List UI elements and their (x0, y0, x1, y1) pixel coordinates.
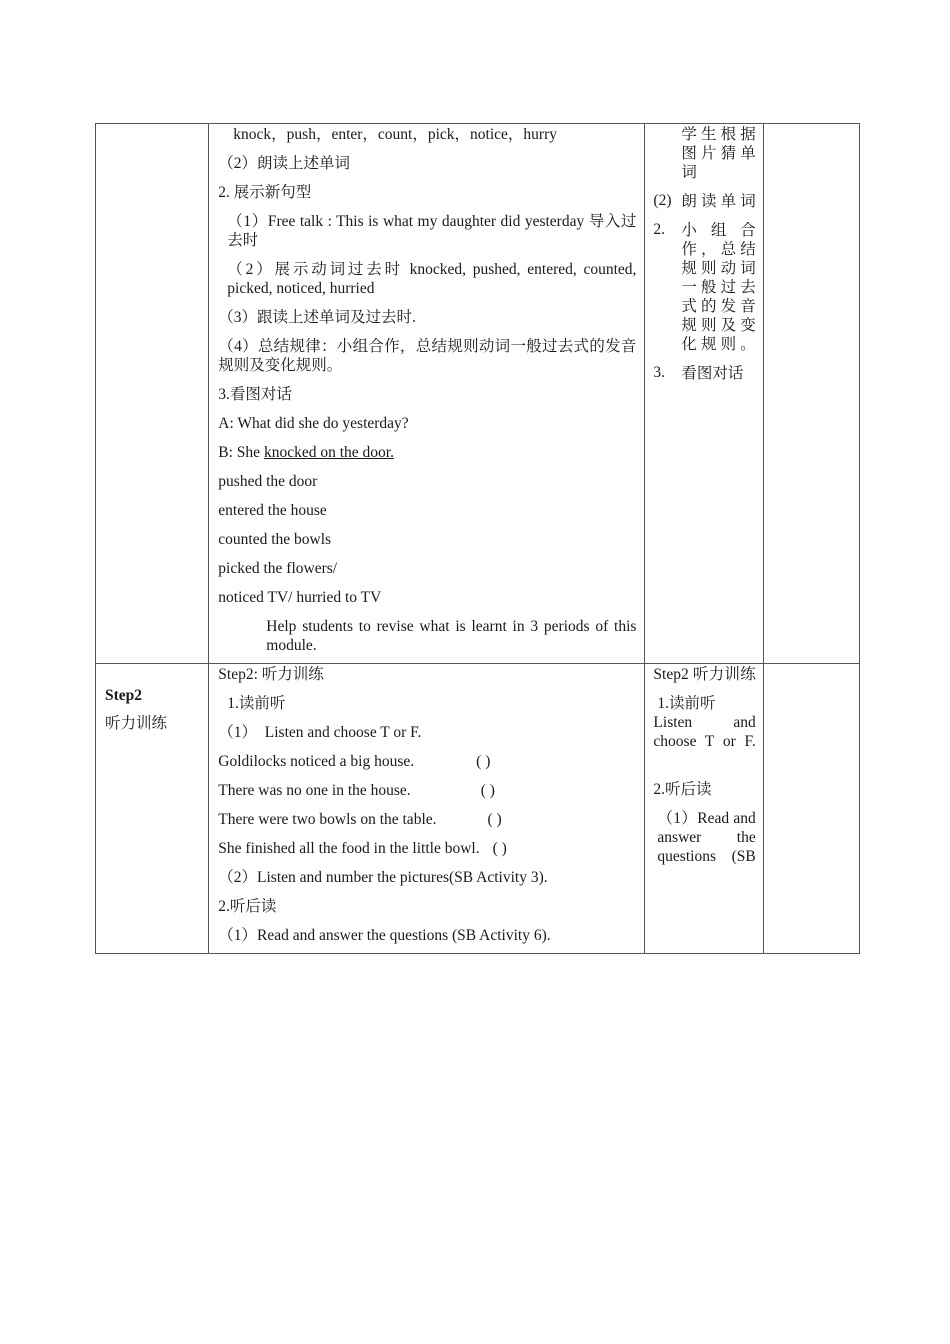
list-number: 2. (653, 221, 666, 238)
lesson-plan-table (95, 123, 860, 954)
statement-row (218, 781, 636, 800)
phrase-item: entered the house (218, 502, 327, 519)
summarize-rules-step: （4）总结规律：小组合作，总结规则动词一般过去式的发音规则及变化规则。 (218, 338, 637, 374)
student-activity-cell (645, 664, 763, 954)
teacher-activity-cell (209, 124, 645, 664)
listen-number-step: （2）Listen and number the pictures(SB Activity 3). (218, 869, 548, 886)
read-words-step: （2）朗读上述单词 (218, 155, 351, 172)
answer-blank[interactable]: ( ) (480, 782, 495, 799)
after-listen-side: 2.听后读 (653, 781, 712, 798)
list-number: (2) (653, 192, 672, 209)
read-words-note: 朗读单词 (681, 193, 756, 210)
listen-choose-side: Listen and choose T or F. (653, 714, 756, 750)
statement-row (218, 810, 636, 829)
statement-row (218, 839, 636, 858)
picture-dialogue-heading: 3.看图对话 (218, 386, 292, 403)
group-work-note: 小组合作，总结规则动词一般过去式的发音规则及变化规则。 (681, 222, 756, 353)
listening-title-side: Step2 听力训练 (653, 666, 756, 683)
answer-prefix: B: She (218, 444, 264, 461)
phrase-item: noticed TV/ hurried to TV (218, 589, 382, 606)
answer-underlined: knocked on the door. (263, 444, 394, 461)
show-past-tense-step: （2）展示动词过去时 knocked, pushed, entered, counted, picked, noticed, hurried (227, 261, 637, 297)
statement-text: There was no one in the house. (218, 782, 411, 799)
free-talk-step: （1）Free talk : This is what my daughter did yesterday 导入过去时 (227, 213, 637, 249)
read-answer-step: （1）Read and answer the questions (SB Activity 6). (218, 927, 551, 944)
statement-row (218, 752, 636, 771)
answer-blank[interactable]: ( ) (492, 840, 507, 857)
table-row-vocabulary (96, 124, 860, 664)
step-cell (96, 664, 209, 954)
phrase-item: pushed the door (218, 473, 318, 490)
list-number: 3. (653, 364, 666, 381)
statement-text: There were two bowls on the table. (218, 811, 437, 828)
answer-blank[interactable]: ( ) (487, 811, 502, 828)
answer-blank[interactable]: ( ) (476, 753, 491, 770)
step-label-en: Step2 (105, 687, 143, 704)
after-listen-heading: 2.听后读 (218, 898, 277, 915)
statement-text: She finished all the food in the little bowl. (218, 840, 480, 857)
dialogue-question: A: What did she do yesterday? (218, 415, 409, 432)
listening-title: Step2: 听力训练 (218, 666, 324, 683)
phrase-item: picked the flowers/ (218, 560, 338, 577)
phrase-item: counted the bowls (218, 531, 332, 548)
read-answer-side: （1）Read and answer the questions (SB (657, 810, 756, 865)
student-activity-cell (645, 124, 763, 664)
dialogue-answer (218, 443, 636, 462)
show-sentences-heading: 2. 展示新句型 (218, 184, 312, 201)
pre-listen-side: 1.读前听 (657, 695, 716, 712)
step-label-cn: 听力训练 (105, 715, 168, 732)
guess-words-note: 学生根据图片猜单词 (681, 126, 756, 181)
dialogue-note: 看图对话 (681, 365, 744, 382)
step-cell-empty (96, 124, 209, 664)
revise-note: Help students to revise what is learnt in 3 periods of this module. (266, 618, 637, 654)
follow-read-step: （3）跟读上述单词及过去时. (218, 309, 416, 326)
word-list: knock，push，enter，count，pick，notice，hurry (233, 126, 557, 143)
statement-text: Goldilocks noticed a big house. (218, 753, 415, 770)
notes-cell-empty (763, 124, 859, 664)
listen-choose-step: （1） Listen and choose T or F. (218, 724, 422, 741)
teacher-activity-cell (209, 664, 645, 954)
pre-listen-heading: 1.读前听 (227, 695, 286, 712)
notes-cell-empty (763, 664, 859, 954)
table-row-listening (96, 664, 860, 954)
